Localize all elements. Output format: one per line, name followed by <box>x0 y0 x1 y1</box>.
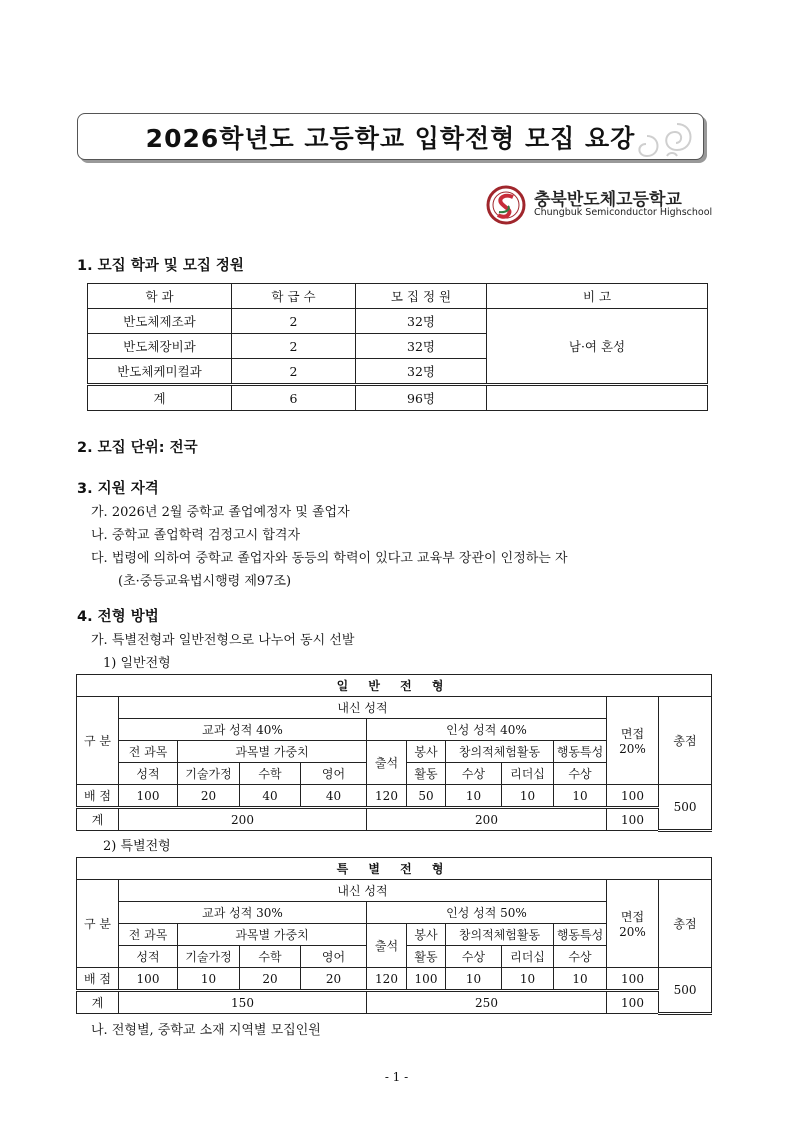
general-table-title: 일 반 전 형 <box>77 675 712 697</box>
points-cell: 100 <box>607 785 659 808</box>
table-row <box>88 309 708 334</box>
points-label: 배 점 <box>77 785 119 808</box>
gubun-header: 구 분 <box>77 880 119 968</box>
sum-interview: 100 <box>607 991 659 1014</box>
behavior-header: 행동특성 <box>554 924 607 946</box>
sum-subject: 200 <box>119 808 367 831</box>
dept-classes: 2 <box>232 334 356 359</box>
total-score-header: 총점 <box>659 880 712 968</box>
points-cell: 20 <box>178 785 240 808</box>
dept-classes: 2 <box>232 359 356 385</box>
qualification-item: 가. 2026년 2월 중학교 졸업예정자 및 졸업자 <box>91 505 350 520</box>
english-header: 영어 <box>301 763 367 785</box>
english-header: 영어 <box>301 946 367 968</box>
table-header-row <box>88 284 708 309</box>
all-subjects-header-2: 성적 <box>119 946 178 968</box>
character-score-header: 인성 성적 40% <box>367 719 607 741</box>
dept-quota: 32명 <box>356 334 487 359</box>
department-quota-table <box>87 283 708 411</box>
points-cell: 120 <box>367 785 407 808</box>
points-cell: 10 <box>178 968 240 991</box>
total-classes: 6 <box>232 385 356 411</box>
naesin-header: 내신 성적 <box>119 697 607 719</box>
header-note: 비 고 <box>487 284 708 309</box>
note-cell: 남·여 혼성 <box>487 309 708 385</box>
general-label: 1) 일반전형 <box>103 656 171 671</box>
weighted-header: 과목별 가중치 <box>178 924 367 946</box>
character-score-header: 인성 성적 50% <box>367 902 607 924</box>
attendance-header: 출석 <box>367 924 407 968</box>
school-name-korean: 충북반도체고등학교 <box>534 190 682 210</box>
section3-heading: 3. 지원 자격 <box>77 481 159 497</box>
naesin-header: 내신 성적 <box>119 880 607 902</box>
weighted-header: 과목별 가중치 <box>178 741 367 763</box>
points-cell: 20 <box>301 968 367 991</box>
page-number: - 1 - <box>384 1070 409 1084</box>
dept-quota: 32명 <box>356 309 487 334</box>
points-cell: 50 <box>407 785 446 808</box>
header-quota: 모 집 정 원 <box>356 284 487 309</box>
points-cell: 10 <box>502 785 554 808</box>
points-cell: 100 <box>607 968 659 991</box>
school-emblem-icon <box>486 185 526 225</box>
special-label: 2) 특별전형 <box>103 839 171 854</box>
total-label: 계 <box>88 385 232 411</box>
attendance-header: 출석 <box>367 741 407 785</box>
points-cell: 100 <box>407 968 446 991</box>
points-cell: 10 <box>446 968 502 991</box>
header-classes: 학 급 수 <box>232 284 356 309</box>
special-admission-table <box>76 857 712 1015</box>
header-department: 학 과 <box>88 284 232 309</box>
total-score-header: 총점 <box>659 697 712 785</box>
volunteer-header: 봉사 <box>407 924 446 946</box>
tech-header: 기술가정 <box>178 763 240 785</box>
title-box <box>77 113 704 160</box>
creative-header: 창의적체험활동 <box>446 741 554 763</box>
points-cell: 10 <box>502 968 554 991</box>
school-name-english: Chungbuk Semiconductor Highschool <box>534 207 713 218</box>
subject-score-header: 교과 성적 30% <box>119 902 367 924</box>
dept-name: 반도체제조과 <box>88 309 232 334</box>
creative-header: 창의적체험활동 <box>446 924 554 946</box>
math-header: 수학 <box>240 946 301 968</box>
interview-header: 면접 20% <box>607 880 659 968</box>
all-subjects-header-2: 성적 <box>119 763 178 785</box>
award-header: 수상 <box>446 763 502 785</box>
behavior-header: 행동특성 <box>554 741 607 763</box>
points-cell: 40 <box>301 785 367 808</box>
points-cell: 10 <box>554 785 607 808</box>
dept-quota: 32명 <box>356 359 487 385</box>
section4-heading: 4. 전형 방법 <box>77 609 159 625</box>
method-item-a: 가. 특별전형과 일반전형으로 나누어 동시 선발 <box>91 633 355 648</box>
math-header: 수학 <box>240 763 301 785</box>
behavior-award-header: 수상 <box>554 946 607 968</box>
grand-total-cell: 500 <box>659 968 712 1014</box>
points-cell: 100 <box>119 968 178 991</box>
tech-header: 기술가정 <box>178 946 240 968</box>
points-cell: 120 <box>367 968 407 991</box>
page-title: 2026학년도 고등학교 입학전형 모집 요강 <box>145 123 636 153</box>
points-cell: 100 <box>119 785 178 808</box>
sum-character: 250 <box>367 991 607 1014</box>
points-cell: 10 <box>446 785 502 808</box>
points-cell: 40 <box>240 785 301 808</box>
qualification-item: 나. 중학교 졸업학력 검정고시 합격자 <box>91 528 301 543</box>
sum-character: 200 <box>367 808 607 831</box>
volunteer-header-2: 활동 <box>407 946 446 968</box>
points-cell: 20 <box>240 968 301 991</box>
leadership-header: 리더십 <box>502 763 554 785</box>
school-logo <box>486 183 716 227</box>
method-item-b: 나. 전형별, 중학교 소재 지역별 모집인원 <box>91 1023 321 1038</box>
dept-name: 반도체장비과 <box>88 334 232 359</box>
section1-heading: 1. 모집 학과 및 모집 정원 <box>77 258 244 274</box>
dept-name: 반도체케미컬과 <box>88 359 232 385</box>
sum-subject: 150 <box>119 991 367 1014</box>
qualification-note: (초·중등교육법시행령 제97조) <box>118 574 292 589</box>
sum-label: 계 <box>77 808 119 831</box>
sum-interview: 100 <box>607 808 659 831</box>
section2-heading: 2. 모집 단위: 전국 <box>77 440 198 456</box>
qualification-item: 다. 법령에 의하여 중학교 졸업자와 동등의 학력이 있다고 교육부 장관이 인정하는 자 <box>91 551 568 566</box>
grand-total-cell: 500 <box>659 785 712 831</box>
special-table-title: 특 별 전 형 <box>77 858 712 880</box>
volunteer-header-2: 활동 <box>407 763 446 785</box>
total-row <box>88 385 708 411</box>
award-header: 수상 <box>446 946 502 968</box>
subject-score-header: 교과 성적 40% <box>119 719 367 741</box>
points-label: 배 점 <box>77 968 119 991</box>
all-subjects-header: 전 과목 <box>119 741 178 763</box>
points-cell: 10 <box>554 968 607 991</box>
dept-classes: 2 <box>232 309 356 334</box>
volunteer-header: 봉사 <box>407 741 446 763</box>
total-quota: 96명 <box>356 385 487 411</box>
sum-label: 계 <box>77 991 119 1014</box>
interview-header: 면접 20% <box>607 697 659 785</box>
total-note <box>487 385 708 411</box>
leadership-header: 리더십 <box>502 946 554 968</box>
behavior-award-header: 수상 <box>554 763 607 785</box>
general-admission-table <box>76 674 712 832</box>
gubun-header: 구 분 <box>77 697 119 785</box>
all-subjects-header: 전 과목 <box>119 924 178 946</box>
